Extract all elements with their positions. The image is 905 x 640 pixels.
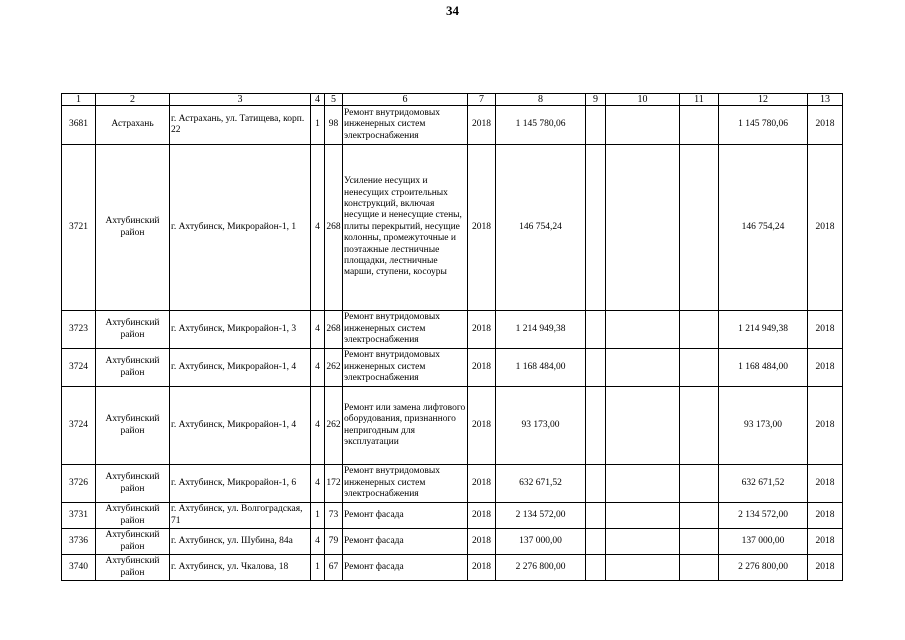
table-row <box>62 465 843 503</box>
column-header: 12 <box>719 94 808 106</box>
column-5-cell: 79 <box>325 529 343 555</box>
house-id-cell: 3740 <box>62 555 96 581</box>
completion-year-cell: 2018 <box>808 349 843 387</box>
year-cell: 2018 <box>468 503 496 529</box>
table-row <box>62 349 843 387</box>
address-cell: г. Астрахань, ул. Татищева, корп. 22 <box>170 106 311 145</box>
page-number: 34 <box>446 3 459 18</box>
cost-cell: 1 168 484,00 <box>496 349 586 387</box>
work-type-cell: Усиление несущих и ненесущих строительных конструкций, включая несущие и ненесущие стены, плиты перекрытий, несущие колонны, промежуточные и поэтажные лестничные площадки, лестничные марши, ступени, косоуры <box>343 145 468 311</box>
column-header: 13 <box>808 94 843 106</box>
completion-year-cell: 2018 <box>808 106 843 145</box>
column-11-cell <box>680 145 719 311</box>
completion-year-cell: 2018 <box>808 555 843 581</box>
total-cost-cell: 1 214 949,38 <box>719 311 808 349</box>
column-4-cell: 4 <box>311 387 325 465</box>
cost-cell: 137 000,00 <box>496 529 586 555</box>
column-10-cell <box>606 349 680 387</box>
column-11-cell <box>680 503 719 529</box>
address-cell: г. Ахтубинск, Микрорайон-1, 6 <box>170 465 311 503</box>
table-row <box>62 387 843 465</box>
year-cell: 2018 <box>468 145 496 311</box>
district-cell: Ахтубинский район <box>96 503 170 529</box>
column-11-cell <box>680 349 719 387</box>
house-id-cell: 3681 <box>62 106 96 145</box>
work-type-cell: Ремонт фасада <box>343 529 468 555</box>
year-cell: 2018 <box>468 529 496 555</box>
column-4-cell: 4 <box>311 311 325 349</box>
column-5-cell: 262 <box>325 387 343 465</box>
column-5-cell: 172 <box>325 465 343 503</box>
column-9-cell <box>586 311 606 349</box>
district-cell: Ахтубинский район <box>96 529 170 555</box>
address-cell: г. Ахтубинск, Микрорайон-1, 4 <box>170 349 311 387</box>
district-cell: Ахтубинский район <box>96 555 170 581</box>
work-type-cell: Ремонт фасада <box>343 555 468 581</box>
house-id-cell: 3736 <box>62 529 96 555</box>
address-cell: г. Ахтубинск, Микрорайон-1, 3 <box>170 311 311 349</box>
column-10-cell <box>606 106 680 145</box>
total-cost-cell: 137 000,00 <box>719 529 808 555</box>
column-10-cell <box>606 465 680 503</box>
cost-cell: 1 145 780,06 <box>496 106 586 145</box>
house-id-cell: 3721 <box>62 145 96 311</box>
column-4-cell: 4 <box>311 465 325 503</box>
address-cell: г. Ахтубинск, Микрорайон-1, 4 <box>170 387 311 465</box>
cost-cell: 2 134 572,00 <box>496 503 586 529</box>
column-10-cell <box>606 529 680 555</box>
house-id-cell: 3726 <box>62 465 96 503</box>
column-header: 8 <box>496 94 586 106</box>
table-row <box>62 106 843 145</box>
column-header: 4 <box>311 94 325 106</box>
table-row <box>62 311 843 349</box>
repair-program-table <box>61 93 843 581</box>
column-11-cell <box>680 311 719 349</box>
address-cell: г. Ахтубинск, ул. Шубина, 84а <box>170 529 311 555</box>
year-cell: 2018 <box>468 465 496 503</box>
column-9-cell <box>586 465 606 503</box>
cost-cell: 1 214 949,38 <box>496 311 586 349</box>
house-id-cell: 3731 <box>62 503 96 529</box>
cost-cell: 93 173,00 <box>496 387 586 465</box>
column-9-cell <box>586 503 606 529</box>
column-header: 1 <box>62 94 96 106</box>
column-4-cell: 4 <box>311 349 325 387</box>
column-5-cell: 73 <box>325 503 343 529</box>
column-header: 5 <box>325 94 343 106</box>
cost-cell: 146 754,24 <box>496 145 586 311</box>
work-type-cell: Ремонт внутридомовых инженерных систем электроснабжения <box>343 349 468 387</box>
district-cell: Ахтубинский район <box>96 311 170 349</box>
column-10-cell <box>606 503 680 529</box>
year-cell: 2018 <box>468 555 496 581</box>
column-4-cell: 4 <box>311 145 325 311</box>
column-4-cell: 1 <box>311 503 325 529</box>
column-9-cell <box>586 106 606 145</box>
address-cell: г. Ахтубинск, Микрорайон-1, 1 <box>170 145 311 311</box>
total-cost-cell: 146 754,24 <box>719 145 808 311</box>
table-row <box>62 555 843 581</box>
column-9-cell <box>586 349 606 387</box>
column-9-cell <box>586 555 606 581</box>
address-cell: г. Ахтубинск, ул. Волгоградская, 71 <box>170 503 311 529</box>
district-cell: Ахтубинский район <box>96 387 170 465</box>
completion-year-cell: 2018 <box>808 145 843 311</box>
column-number-row <box>62 94 843 106</box>
year-cell: 2018 <box>468 387 496 465</box>
column-header: 10 <box>606 94 680 106</box>
table-row <box>62 503 843 529</box>
completion-year-cell: 2018 <box>808 311 843 349</box>
work-type-cell: Ремонт внутридомовых инженерных систем электроснабжения <box>343 106 468 145</box>
work-type-cell: Ремонт внутридомовых инженерных систем электроснабжения <box>343 465 468 503</box>
house-id-cell: 3724 <box>62 349 96 387</box>
column-10-cell <box>606 145 680 311</box>
column-9-cell <box>586 529 606 555</box>
work-type-cell: Ремонт или замена лифтового оборудования, признанного непригодным для эксплуатации <box>343 387 468 465</box>
table-row <box>62 529 843 555</box>
column-4-cell: 1 <box>311 555 325 581</box>
cost-cell: 632 671,52 <box>496 465 586 503</box>
year-cell: 2018 <box>468 349 496 387</box>
year-cell: 2018 <box>468 106 496 145</box>
column-header: 6 <box>343 94 468 106</box>
column-5-cell: 262 <box>325 349 343 387</box>
column-5-cell: 268 <box>325 311 343 349</box>
column-header: 3 <box>170 94 311 106</box>
column-9-cell <box>586 145 606 311</box>
column-5-cell: 98 <box>325 106 343 145</box>
district-cell: Астрахань <box>96 106 170 145</box>
column-11-cell <box>680 106 719 145</box>
column-5-cell: 67 <box>325 555 343 581</box>
column-4-cell: 1 <box>311 106 325 145</box>
district-cell: Ахтубинский район <box>96 349 170 387</box>
address-cell: г. Ахтубинск, ул. Чкалова, 18 <box>170 555 311 581</box>
column-4-cell: 4 <box>311 529 325 555</box>
column-5-cell: 268 <box>325 145 343 311</box>
completion-year-cell: 2018 <box>808 529 843 555</box>
column-10-cell <box>606 387 680 465</box>
total-cost-cell: 1 168 484,00 <box>719 349 808 387</box>
column-11-cell <box>680 465 719 503</box>
column-9-cell <box>586 387 606 465</box>
table-row <box>62 145 843 311</box>
total-cost-cell: 1 145 780,06 <box>719 106 808 145</box>
house-id-cell: 3724 <box>62 387 96 465</box>
column-11-cell <box>680 555 719 581</box>
column-header: 11 <box>680 94 719 106</box>
house-id-cell: 3723 <box>62 311 96 349</box>
work-type-cell: Ремонт фасада <box>343 503 468 529</box>
total-cost-cell: 632 671,52 <box>719 465 808 503</box>
cost-cell: 2 276 800,00 <box>496 555 586 581</box>
column-10-cell <box>606 311 680 349</box>
work-type-cell: Ремонт внутридомовых инженерных систем электроснабжения <box>343 311 468 349</box>
total-cost-cell: 2 134 572,00 <box>719 503 808 529</box>
column-11-cell <box>680 529 719 555</box>
total-cost-cell: 93 173,00 <box>719 387 808 465</box>
district-cell: Ахтубинский район <box>96 465 170 503</box>
completion-year-cell: 2018 <box>808 503 843 529</box>
column-header: 9 <box>586 94 606 106</box>
column-11-cell <box>680 387 719 465</box>
district-cell: Ахтубинский район <box>96 145 170 311</box>
total-cost-cell: 2 276 800,00 <box>719 555 808 581</box>
completion-year-cell: 2018 <box>808 387 843 465</box>
completion-year-cell: 2018 <box>808 465 843 503</box>
column-10-cell <box>606 555 680 581</box>
column-header: 2 <box>96 94 170 106</box>
year-cell: 2018 <box>468 311 496 349</box>
column-header: 7 <box>468 94 496 106</box>
